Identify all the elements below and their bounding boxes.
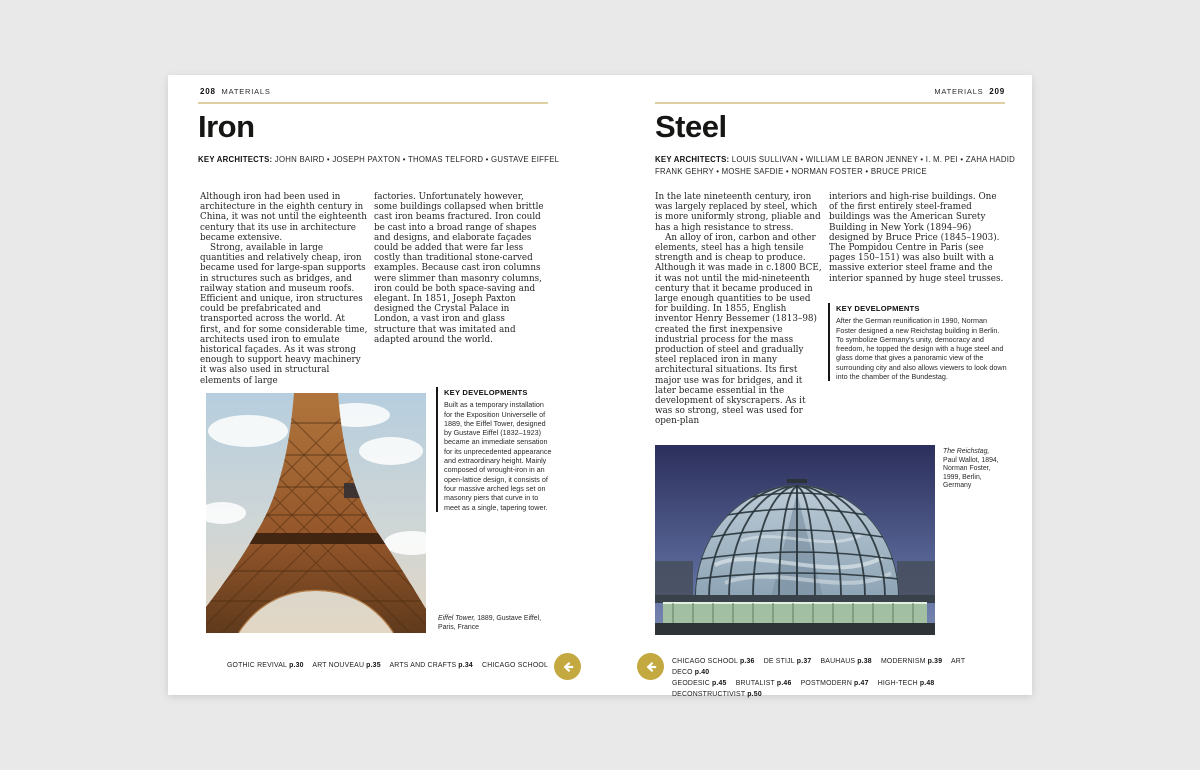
key-developments-text: Built as a temporary installation for the Exposition Universelle of 1889, the Eiffel Tower, designed by Gustave Eiffel (1832–1923) became an immediate sensation for its unprecedented appearance and extraordinary height. Mainly composed of wrought-iron in an open-lattice design, it consists of four massive arched legs set on masonry piers that curve in to meet as a single, tapering tower. [444, 400, 552, 512]
style-nav-line2 [672, 678, 992, 700]
style-nav-left [198, 660, 550, 671]
key-developments-label: KEY DEVELOPMENTS [444, 388, 528, 397]
style-nav-line1 [672, 656, 992, 678]
page-left-iron [168, 75, 600, 695]
book-spread [168, 75, 1032, 698]
section-label: MATERIALS [221, 87, 271, 96]
key-developments-text: After the German reunification in 1990, Norman Foster designed a new Reichstag building in Berlin. To symbolize Germany's unity, democracy and freedom, he topped the design with a huge steel and glass dome that gives a panoramic view of the surrounding city and also allows viewers to look down into the chamber of the Bundestag. [836, 316, 1007, 382]
key-architects-names: JOHN BAIRD • JOSEPH PAXTON • THOMAS TELFORD • GUSTAVE EIFFEL [274, 155, 560, 164]
running-head-left [200, 87, 271, 96]
paragraph: An alloy of iron, carbon and other elements, steel has a high tensile strength and is cheap to produce. Although it was made in c.1800 BCE, it was not until the mid-nineteenth century that it became produced in large enough quantities to be used for building. In 1855, English inventor Henry Bessemer (1813–98) created the first inexpensive industrial process for the mass production of steel and gradually steel replaced iron in many architectural situations. Its first major use was for bridges, and it later became essential in the development of skyscrapers. As it was so strong, steel was used for open-plan [655, 232, 822, 427]
photo-caption [438, 615, 546, 632]
photo-caption [943, 448, 1005, 491]
key-architects-label: KEY ARCHITECTS: [198, 155, 273, 164]
nav-page-ref: p.38 [857, 658, 872, 665]
nav-item-gothic-revival[interactable]: GOTHIC REVIVAL p.30 [226, 662, 304, 669]
style-nav-right [672, 656, 992, 700]
nav-item-chicago-school[interactable]: CHICAGO SCHOOL [482, 662, 548, 669]
nav-page-ref: p.46 [776, 680, 792, 687]
nav-page-ref: p.45 [711, 680, 727, 687]
nav-page-ref: p.48 [919, 680, 935, 687]
eiffel-tower-photo [206, 393, 426, 633]
paragraph: interiors and high-rise buildings. One of the first entirely steel-framed buildings was the American Surety Building in New York (1894–96) designed by Bruce Price (1845–1903). The Pompidou Centre in Paris (see pages 150–151) was also built with a massive exterior steel frame and the interior spanned by huge steel trusses. [829, 192, 1004, 284]
paragraph: In the late nineteenth century, iron was largely replaced by steel, which is more uniformly strong, pliable and has a high resistance to stress. [655, 192, 821, 233]
paragraph: Strong, available in large quantities and relatively cheap, iron became used for large-span supports in structures such as bridges, and railway station and museum roofs. Efficient and unique, iron structures could be prefabricated and transported across the world. At first, and for some considerable time, architects used iron to emulate historical façades. As it was strong enough to support heavy machinery it was also used in structural elements of large [200, 243, 368, 386]
section-label: MATERIALS [934, 87, 984, 96]
page-title: Steel [655, 109, 727, 144]
caption-details: 1889, Gustave Eiffel, Paris, France [438, 615, 542, 631]
nav-item-brutalist[interactable]: BRUTALIST p.46 [735, 680, 792, 687]
nav-page-ref: p.36 [739, 658, 755, 665]
caption-details: Paul Wallot, 1894, Norman Foster, 1999, Berlin, Germany [943, 456, 999, 490]
arrow-left-icon [643, 659, 659, 675]
nav-page-ref: p.39 [927, 658, 943, 665]
caption-title: Eiffel Tower, [438, 615, 476, 622]
arrow-left-icon [560, 659, 576, 675]
nav-page-ref: p.30 [289, 662, 304, 669]
header-rule [198, 102, 548, 104]
key-architects-names-line1: LOUIS SULLIVAN • WILLIAM LE BARON JENNEY • I. M. PEI • ZAHA HADID [731, 155, 1016, 164]
header-rule [655, 102, 1005, 104]
nav-item-de-stijl[interactable]: DE STIJL p.37 [763, 658, 812, 665]
nav-page-ref: p.47 [854, 680, 869, 687]
nav-item-arts-and-crafts[interactable]: ARTS AND CRAFTS p.34 [389, 662, 473, 669]
nav-item-deconstructivist[interactable]: DECONSTRUCTIVIST p.50 [672, 691, 762, 698]
key-architects-names-line2: FRANK GEHRY • MOSHE SAFDIE • NORMAN FOSTER • BRUCE PRICE [655, 166, 927, 176]
key-developments-label: KEY DEVELOPMENTS [836, 304, 920, 313]
folio-number: 209 [989, 87, 1005, 96]
key-architects-line [655, 154, 1027, 177]
key-architects-label: KEY ARCHITECTS: [655, 155, 730, 164]
nav-item-art-nouveau[interactable]: ART NOUVEAU p.35 [312, 662, 381, 669]
paragraph: factories. Unfortunately however, some buildings collapsed when brittle cast iron beams fractured. Iron could be cast into a broad range of shapes and designs, and elaborate façades could be added that were far less costly than traditional stone-carved examples. Because cast iron columns were slimmer than masonry columns, iron could be both space-saving and elegant. In 1851, Joseph Paxton designed the Crystal Palace in London, a vast iron and glass structure that was imitated and adapted around the world. [374, 192, 544, 345]
page-right-steel [600, 75, 1032, 698]
paragraph: Although iron had been used in architecture in the eighth century in China, it was not until the eighteenth century that its use in architecture became extensive. [200, 192, 367, 243]
body-column-2 [829, 192, 1005, 284]
key-developments-box [828, 303, 1008, 381]
page-title: Iron [198, 109, 255, 144]
folio-number: 208 [200, 87, 216, 96]
nav-page-ref: p.50 [747, 691, 762, 698]
nav-page-ref: p.40 [694, 669, 710, 676]
body-column-1 [655, 192, 825, 427]
back-arrow-button[interactable] [637, 653, 664, 680]
body-column-2 [374, 192, 548, 345]
nav-item-postmodern[interactable]: POSTMODERN p.47 [800, 680, 869, 687]
caption-title: The Reichstag, [943, 448, 990, 455]
nav-item-modernism[interactable]: MODERNISM p.39 [880, 658, 943, 665]
key-architects-line [198, 154, 570, 166]
body-column-1 [200, 192, 368, 386]
nav-page-ref: p.34 [458, 662, 473, 669]
back-arrow-button[interactable] [554, 653, 581, 680]
reichstag-dome-photo [655, 445, 935, 635]
nav-item-high-tech[interactable]: HIGH-TECH p.48 [877, 680, 935, 687]
nav-page-ref: p.37 [796, 658, 812, 665]
nav-item-geodesic[interactable]: GEODESIC p.45 [672, 680, 727, 687]
nav-page-ref: p.35 [366, 662, 381, 669]
nav-item-bauhaus[interactable]: BAUHAUS p.38 [820, 658, 872, 665]
nav-item-art-deco[interactable]: ART DECO p.40 [672, 658, 966, 676]
running-head-right [655, 87, 1005, 96]
nav-item-chicago-school[interactable]: CHICAGO SCHOOL p.36 [672, 658, 755, 665]
key-developments-box [436, 387, 552, 512]
